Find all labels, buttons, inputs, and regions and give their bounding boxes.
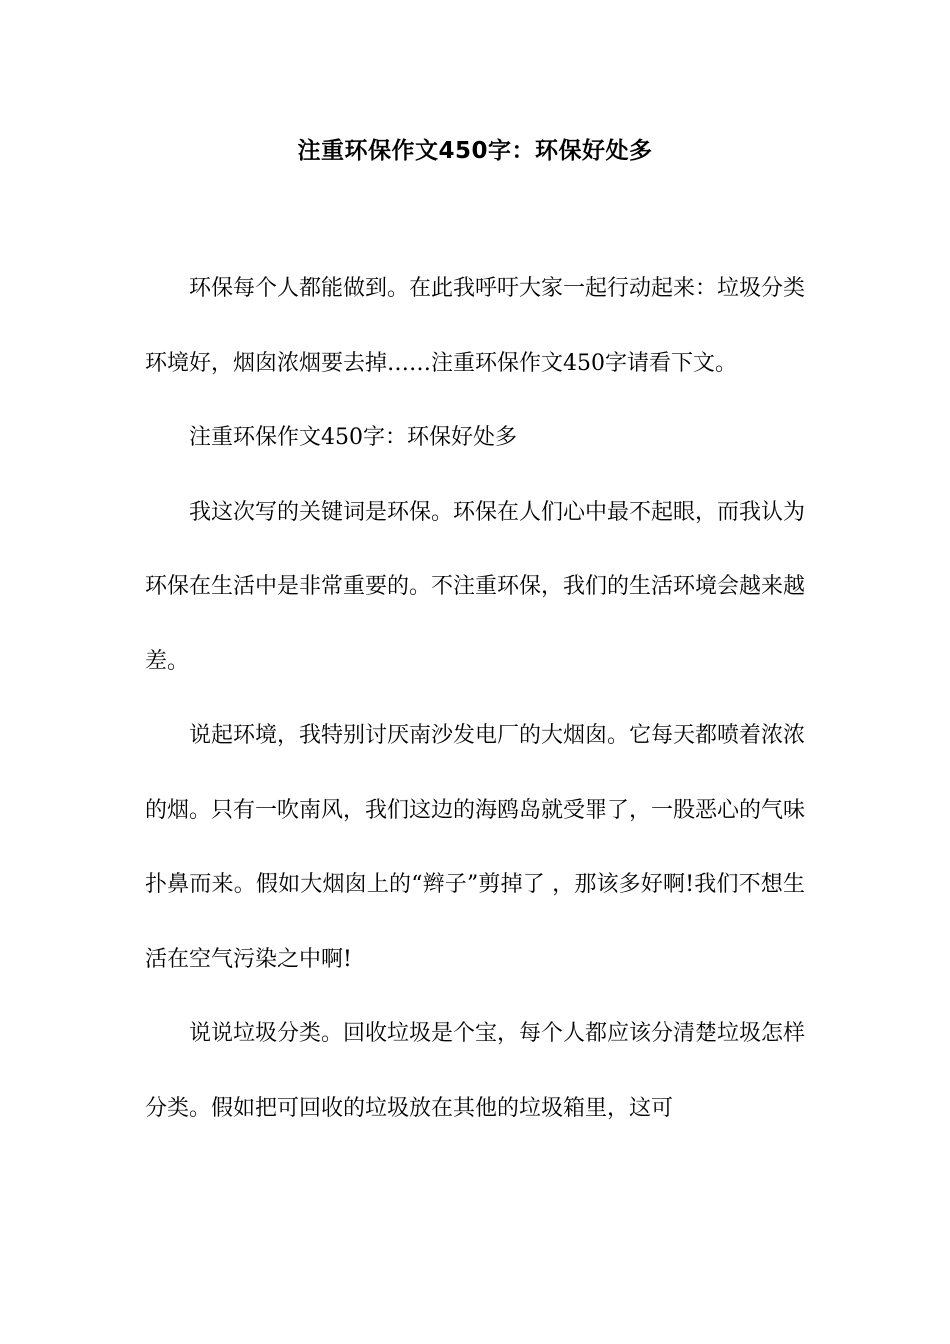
paragraph-intro: 环保每个人都能做到。在此我呼吁大家一起行动起来：垃圾分类环境好，烟囱浓烟要去掉……注重环保作文450字请看下文。: [145, 276, 806, 376]
paragraph-garbage: 说说垃圾分类。回收垃圾是个宝，每个人都应该分清楚垃圾怎样分类。假如把可回收的垃圾放在其他的垃圾箱里，这可: [145, 1021, 806, 1121]
document-title: 注重环保作文450字：环保好处多: [297, 138, 653, 164]
document-body: [145, 252, 805, 1146]
paragraph-keyword: 我这次写的关键词是环保。环保在人们心中最不起眼，而我认为环保在生活中是非常重要的。不注重环保，我们的生活环境会越来越差。: [145, 499, 806, 674]
paragraph-chimney: 说起环境，我特别讨厌南沙发电厂的大烟囱。它每天都喷着浓浓的烟。只有一吹南风，我们这边的海鸥岛就受罪了，一股恶心的气味扑鼻而来。假如大烟囱上的“辫子”剪掉了 ，那该多好啊!我们不想生活在空气污染之中啊!: [145, 723, 806, 972]
paragraph-subtitle: 注重环保作文450字：环保好处多: [189, 425, 517, 450]
